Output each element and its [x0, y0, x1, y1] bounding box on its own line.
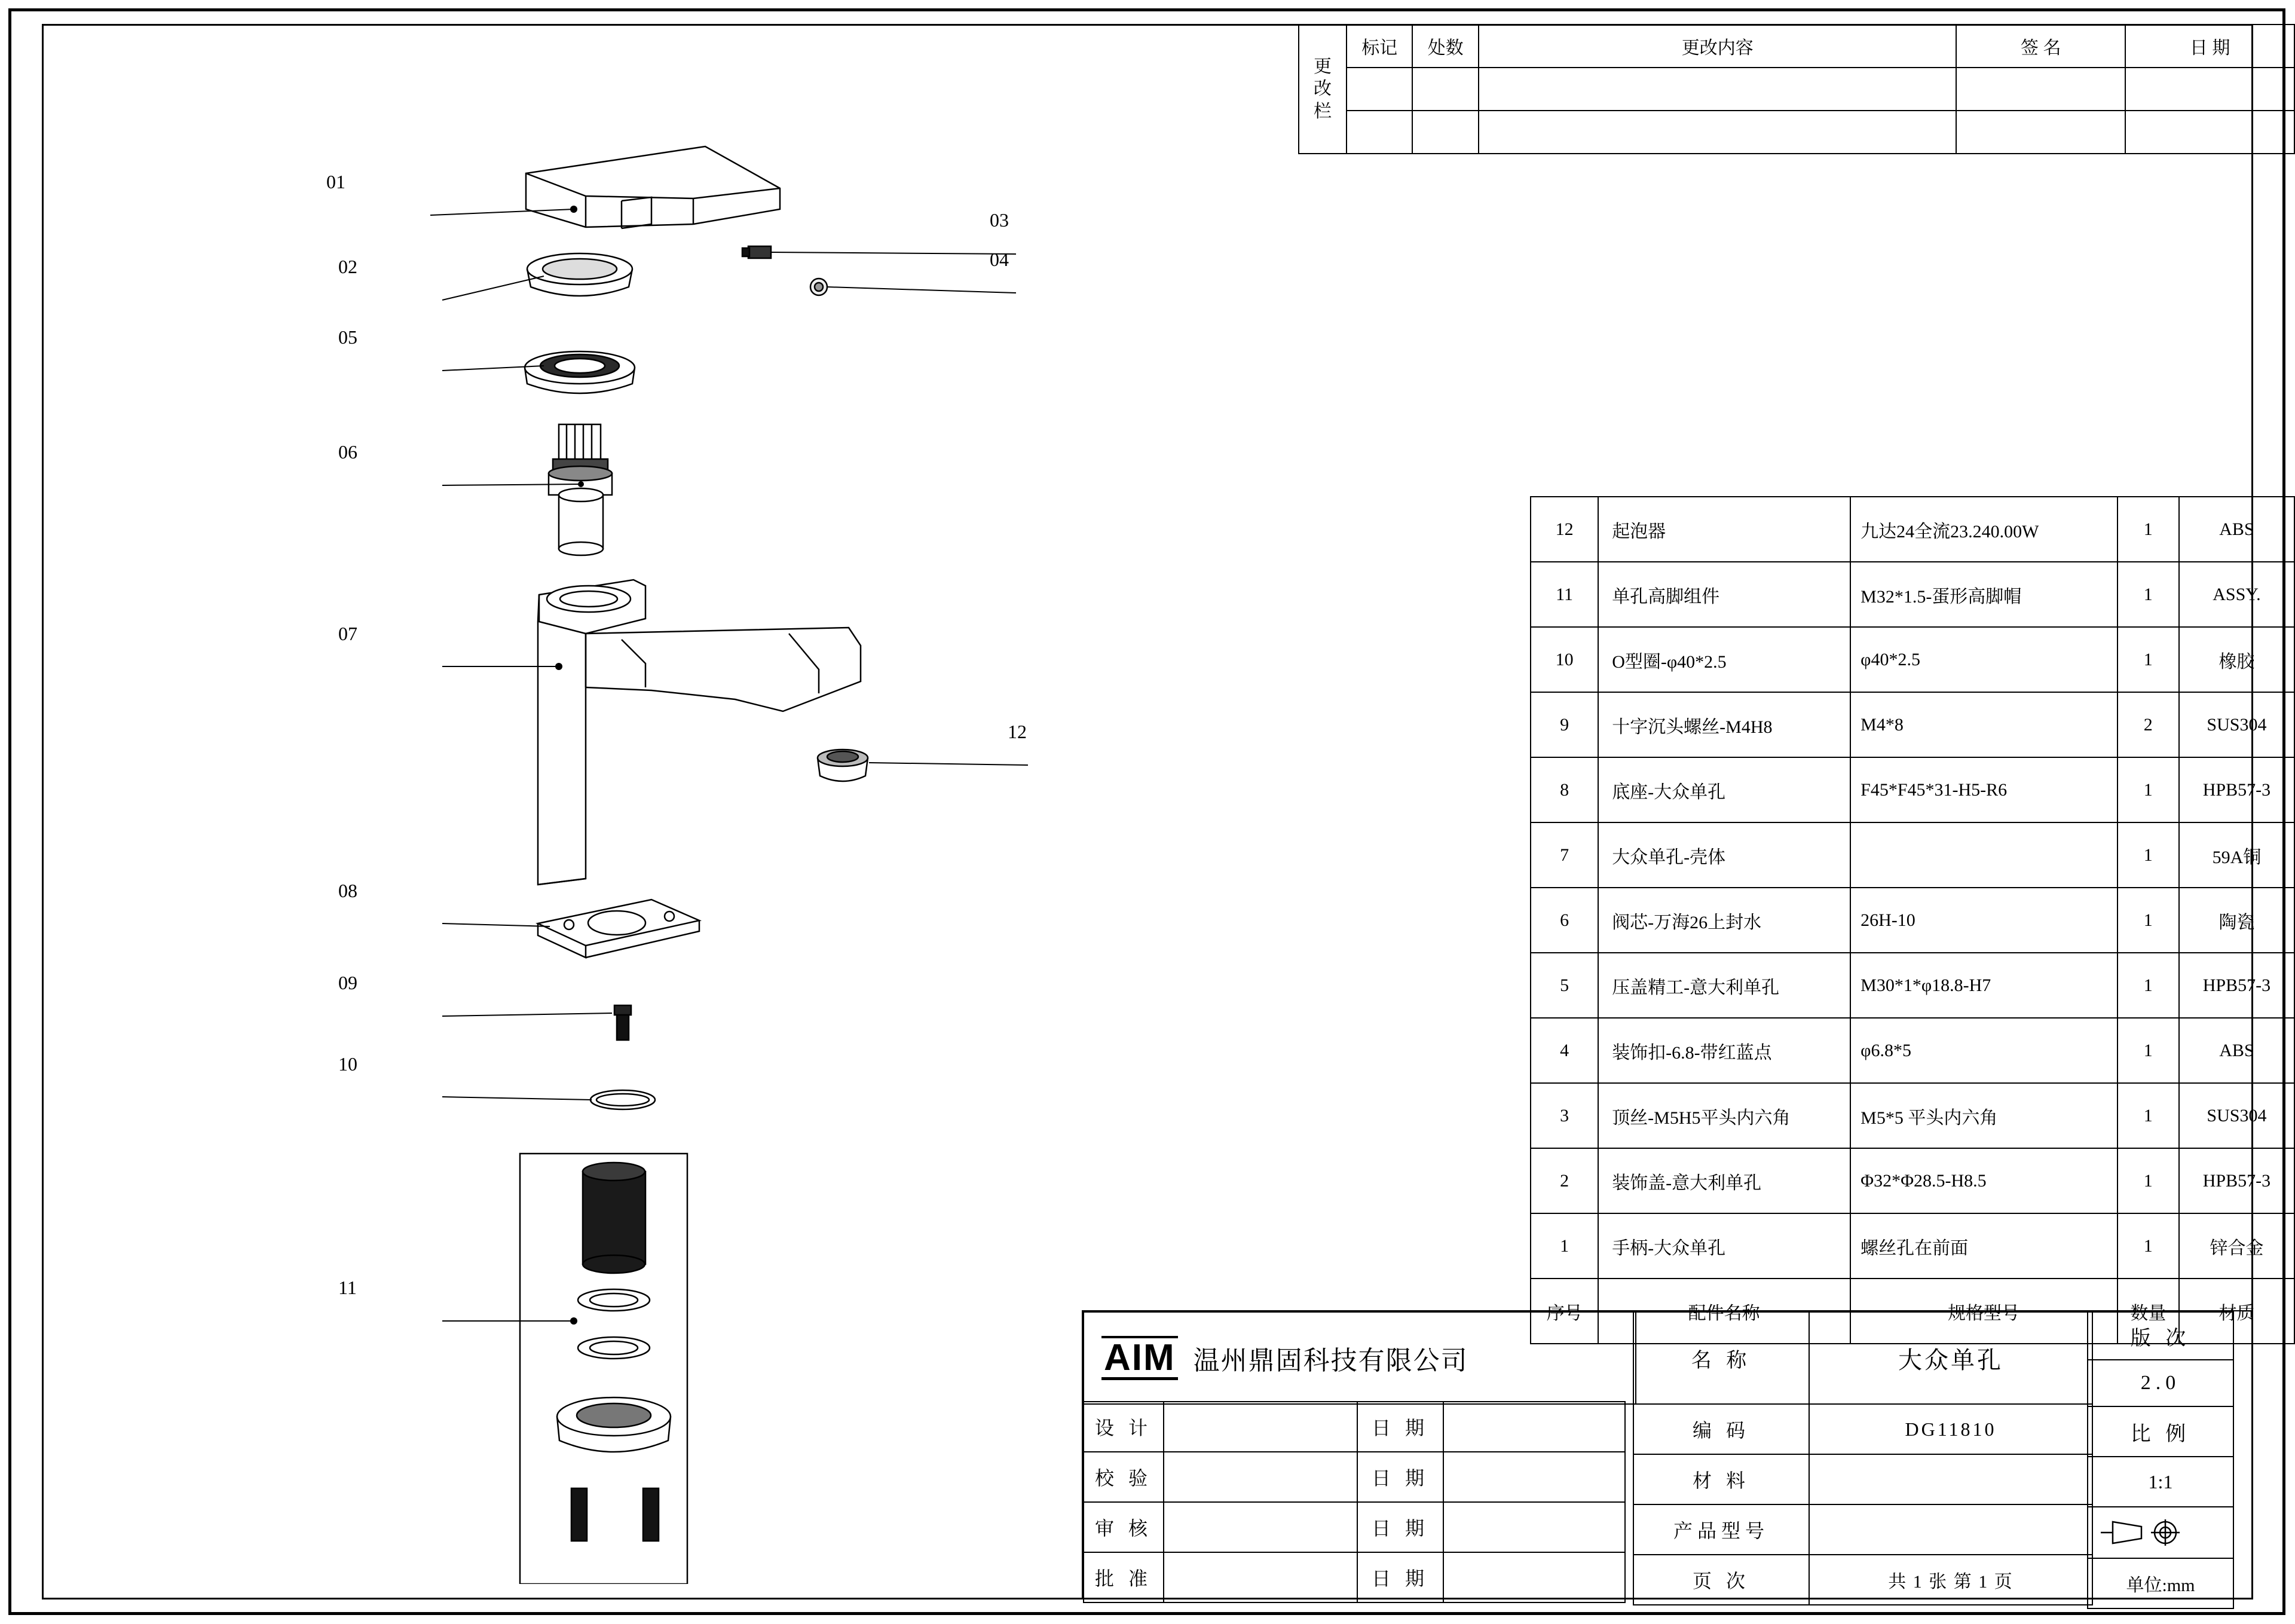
title-block-logo-area — [1083, 1311, 1636, 1405]
bom-spec: 螺丝孔在前面 — [1850, 1213, 2117, 1279]
code-label: 编 码 — [1633, 1404, 1809, 1454]
aim-logo: AIM — [1101, 1336, 1178, 1380]
bom-material: SUS304 — [2179, 1083, 2294, 1148]
code-value: DG11810 — [1809, 1404, 2092, 1454]
callout-05: 05 — [338, 326, 357, 348]
version-label: 版 次 — [2088, 1312, 2233, 1360]
bom-material: ASSY. — [2179, 562, 2294, 627]
bom-spec: φ40*2.5 — [1850, 627, 2117, 692]
bom-row — [1531, 888, 2294, 953]
revision-cell-count[interactable] — [1412, 68, 1479, 111]
field-row — [1633, 1504, 2092, 1555]
bom-index: 10 — [1531, 627, 1598, 692]
company-name: 温州鼎固科技有限公司 — [1193, 1346, 1468, 1375]
callout-10: 10 — [338, 1053, 357, 1075]
bom-spec: Φ32*Φ28.5-H8.5 — [1850, 1148, 2117, 1213]
title-block-signature-rows — [1083, 1401, 1626, 1603]
approve-value[interactable] — [1164, 1552, 1357, 1602]
bom-name: 装饰扣-6.8-带红蓝点 — [1598, 1018, 1850, 1083]
bom-material: 陶瓷 — [2179, 888, 2294, 953]
bom-row — [1531, 1083, 2294, 1148]
callout-03: 03 — [990, 209, 1009, 231]
page-label: 页 次 — [1633, 1555, 1809, 1605]
bom-header-qty: 数量 — [2117, 1279, 2179, 1344]
revision-cell-content[interactable] — [1479, 111, 1956, 154]
part-decorative-button — [810, 279, 827, 295]
review-label: 审 核 — [1084, 1502, 1164, 1552]
design-value[interactable] — [1164, 1402, 1357, 1452]
signature-row — [1084, 1552, 1625, 1602]
bom-qty: 1 — [2117, 627, 2179, 692]
callout-08: 08 — [338, 880, 357, 901]
revision-cell-sign[interactable] — [1956, 111, 2125, 154]
bom-spec — [1850, 822, 2117, 888]
part-body — [538, 580, 861, 885]
check-label: 校 验 — [1084, 1452, 1164, 1502]
bom-name: 单孔高脚组件 — [1598, 562, 1850, 627]
callout-07: 07 — [338, 623, 357, 644]
bom-header-name: 配件名称 — [1598, 1279, 1850, 1344]
bom-qty: 1 — [2117, 1083, 2179, 1148]
bom-name: 起泡器 — [1598, 497, 1850, 562]
bom-qty: 2 — [2117, 692, 2179, 757]
bom-material: 橡胶 — [2179, 627, 2294, 692]
bom-row — [1531, 822, 2294, 888]
callout-06: 06 — [338, 441, 357, 463]
bom-index: 3 — [1531, 1083, 1598, 1148]
model-value[interactable] — [1809, 1504, 2092, 1555]
bom-qty: 1 — [2117, 757, 2179, 822]
design-date-label: 日 期 — [1357, 1402, 1443, 1452]
bom-spec: M32*1.5-蛋形高脚帽 — [1850, 562, 2117, 627]
revision-cell-date[interactable] — [2125, 111, 2294, 154]
bom-index: 5 — [1531, 953, 1598, 1018]
review-date-value[interactable] — [1443, 1502, 1625, 1552]
scale-value: 1:1 — [2088, 1457, 2233, 1507]
page-value: 共 1 张 第 1 页 — [1809, 1555, 2092, 1605]
revision-cell-date[interactable] — [2125, 68, 2294, 111]
bom-spec: φ6.8*5 — [1850, 1018, 2117, 1083]
bom-material: HPB57-3 — [2179, 1148, 2294, 1213]
bom-row — [1531, 627, 2294, 692]
signature-row — [1084, 1502, 1625, 1552]
design-date-value[interactable] — [1443, 1402, 1625, 1452]
callout-04: 04 — [990, 249, 1009, 270]
revision-row — [1299, 111, 2294, 154]
bom-table — [1530, 496, 2295, 1344]
bom-qty: 1 — [2117, 888, 2179, 953]
model-label: 产品型号 — [1633, 1504, 1809, 1555]
bom-material: 59A铜 — [2179, 822, 2294, 888]
bom-name: O型圈-φ40*2.5 — [1598, 627, 1850, 692]
check-date-value[interactable] — [1443, 1452, 1625, 1502]
revision-header-count: 处数 — [1412, 25, 1479, 68]
version-value: 2.0 — [2088, 1360, 2233, 1406]
title-block — [1082, 1310, 2253, 1599]
bom-material: ABS — [2179, 1018, 2294, 1083]
bom-index: 7 — [1531, 822, 1598, 888]
revision-header-content: 更改内容 — [1479, 25, 1956, 68]
exploded-assembly-drawing — [48, 30, 1124, 1584]
bom-name: 底座-大众单孔 — [1598, 757, 1850, 822]
bom-name: 装饰盖-意大利单孔 — [1598, 1148, 1850, 1213]
name-label: 名 称 — [1633, 1312, 1809, 1404]
material-label: 材 料 — [1633, 1454, 1809, 1504]
part-gland-nut — [525, 351, 635, 393]
bom-spec: F45*F45*31-H5-R6 — [1850, 757, 2117, 822]
callout-01: 01 — [326, 171, 345, 192]
bom-spec: M30*1*φ18.8-H7 — [1850, 953, 2117, 1018]
bom-index: 4 — [1531, 1018, 1598, 1083]
bom-material: 锌合金 — [2179, 1213, 2294, 1279]
bom-qty: 1 — [2117, 1213, 2179, 1279]
signature-row — [1084, 1402, 1625, 1452]
callout-02: 02 — [338, 256, 357, 277]
review-value[interactable] — [1164, 1502, 1357, 1552]
bom-material: HPB57-3 — [2179, 953, 2294, 1018]
bom-index: 9 — [1531, 692, 1598, 757]
field-row — [1633, 1404, 2092, 1454]
bom-row — [1531, 562, 2294, 627]
part-aerator — [818, 750, 868, 781]
bom-spec: 九达24全流23.240.00W — [1850, 497, 2117, 562]
revision-cell-mark[interactable] — [1347, 111, 1413, 154]
bom-qty: 1 — [2117, 822, 2179, 888]
part-base-plate — [538, 900, 699, 958]
name-value: 大众单孔 — [1809, 1312, 2092, 1404]
part-o-ring — [590, 1090, 655, 1109]
bom-row — [1531, 1213, 2294, 1279]
title-block-fields — [1633, 1311, 2093, 1605]
bom-name: 顶丝-M5H5平头内六角 — [1598, 1083, 1850, 1148]
part-handle — [526, 146, 780, 228]
bom-material: HPB57-3 — [2179, 757, 2294, 822]
field-row — [1633, 1454, 2092, 1504]
material-value[interactable] — [1809, 1454, 2092, 1504]
revision-header-sign: 签 名 — [1956, 25, 2125, 68]
bom-qty: 1 — [2117, 953, 2179, 1018]
bom-qty: 1 — [2117, 562, 2179, 627]
revision-row — [1299, 68, 2294, 111]
callout-12: 12 — [1008, 721, 1027, 742]
review-date-label: 日 期 — [1357, 1502, 1443, 1552]
callout-11: 11 — [338, 1277, 357, 1298]
bom-spec: M5*5 平头内六角 — [1850, 1083, 2117, 1148]
revision-cell-sign[interactable] — [1956, 68, 2125, 111]
check-date-label: 日 期 — [1357, 1452, 1443, 1502]
bom-index: 1 — [1531, 1213, 1598, 1279]
callout-09: 09 — [338, 972, 357, 993]
bom-qty: 1 — [2117, 497, 2179, 562]
part-screw — [614, 1005, 631, 1040]
projection-symbol-cell — [2088, 1507, 2233, 1558]
bom-row — [1531, 692, 2294, 757]
bom-name: 十字沉头螺丝-M4H8 — [1598, 692, 1850, 757]
bom-material: SUS304 — [2179, 692, 2294, 757]
logo-cell — [1084, 1312, 1636, 1404]
bom-material: ABS — [2179, 497, 2294, 562]
revision-cell-count[interactable] — [1412, 111, 1479, 154]
bom-index: 2 — [1531, 1148, 1598, 1213]
bom-name: 压盖精工-意大利单孔 — [1598, 953, 1850, 1018]
revision-cell-mark[interactable] — [1347, 68, 1413, 111]
part-highrise-kit — [520, 1154, 687, 1584]
part-decorative-cover — [527, 253, 632, 296]
bom-spec: 26H-10 — [1850, 888, 2117, 953]
approve-date-label: 日 期 — [1357, 1552, 1443, 1602]
revision-header-mark: 标记 — [1347, 25, 1413, 68]
part-cartridge — [549, 424, 612, 555]
field-row — [1633, 1555, 2092, 1605]
revision-cell-content[interactable] — [1479, 68, 1956, 111]
bom-name: 阀芯-万海26上封水 — [1598, 888, 1850, 953]
first-angle-projection-icon — [2089, 1516, 2196, 1549]
bom-index: 11 — [1531, 562, 1598, 627]
bom-index: 12 — [1531, 497, 1598, 562]
bom-header-spec: 规格型号 — [1850, 1279, 2117, 1344]
unit-text: 单位:mm — [2088, 1558, 2233, 1608]
part-set-screw — [742, 246, 771, 258]
bom-qty: 1 — [2117, 1018, 2179, 1083]
bom-row — [1531, 497, 2294, 562]
bom-name: 大众单孔-壳体 — [1598, 822, 1850, 888]
bom-header-material: 材质 — [2179, 1279, 2294, 1344]
bom-spec: M4*8 — [1850, 692, 2117, 757]
revision-table — [1298, 24, 2295, 154]
signature-row — [1084, 1452, 1625, 1502]
design-label: 设 计 — [1084, 1402, 1164, 1452]
revision-header-date: 日 期 — [2125, 25, 2294, 68]
bom-row — [1531, 953, 2294, 1018]
approve-date-value[interactable] — [1443, 1552, 1625, 1602]
scale-label: 比 例 — [2088, 1406, 2233, 1457]
bom-row — [1531, 1018, 2294, 1083]
bom-row — [1531, 757, 2294, 822]
approve-label: 批 准 — [1084, 1552, 1164, 1602]
check-value[interactable] — [1164, 1452, 1357, 1502]
bom-row — [1531, 1148, 2294, 1213]
bom-qty: 1 — [2117, 1148, 2179, 1213]
title-block-right-column — [2087, 1311, 2234, 1609]
bom-name: 手柄-大众单孔 — [1598, 1213, 1850, 1279]
bom-header-index: 序号 — [1531, 1279, 1598, 1344]
bom-index: 6 — [1531, 888, 1598, 953]
bom-index: 8 — [1531, 757, 1598, 822]
revision-side-label: 更 改 栏 — [1299, 25, 1347, 154]
